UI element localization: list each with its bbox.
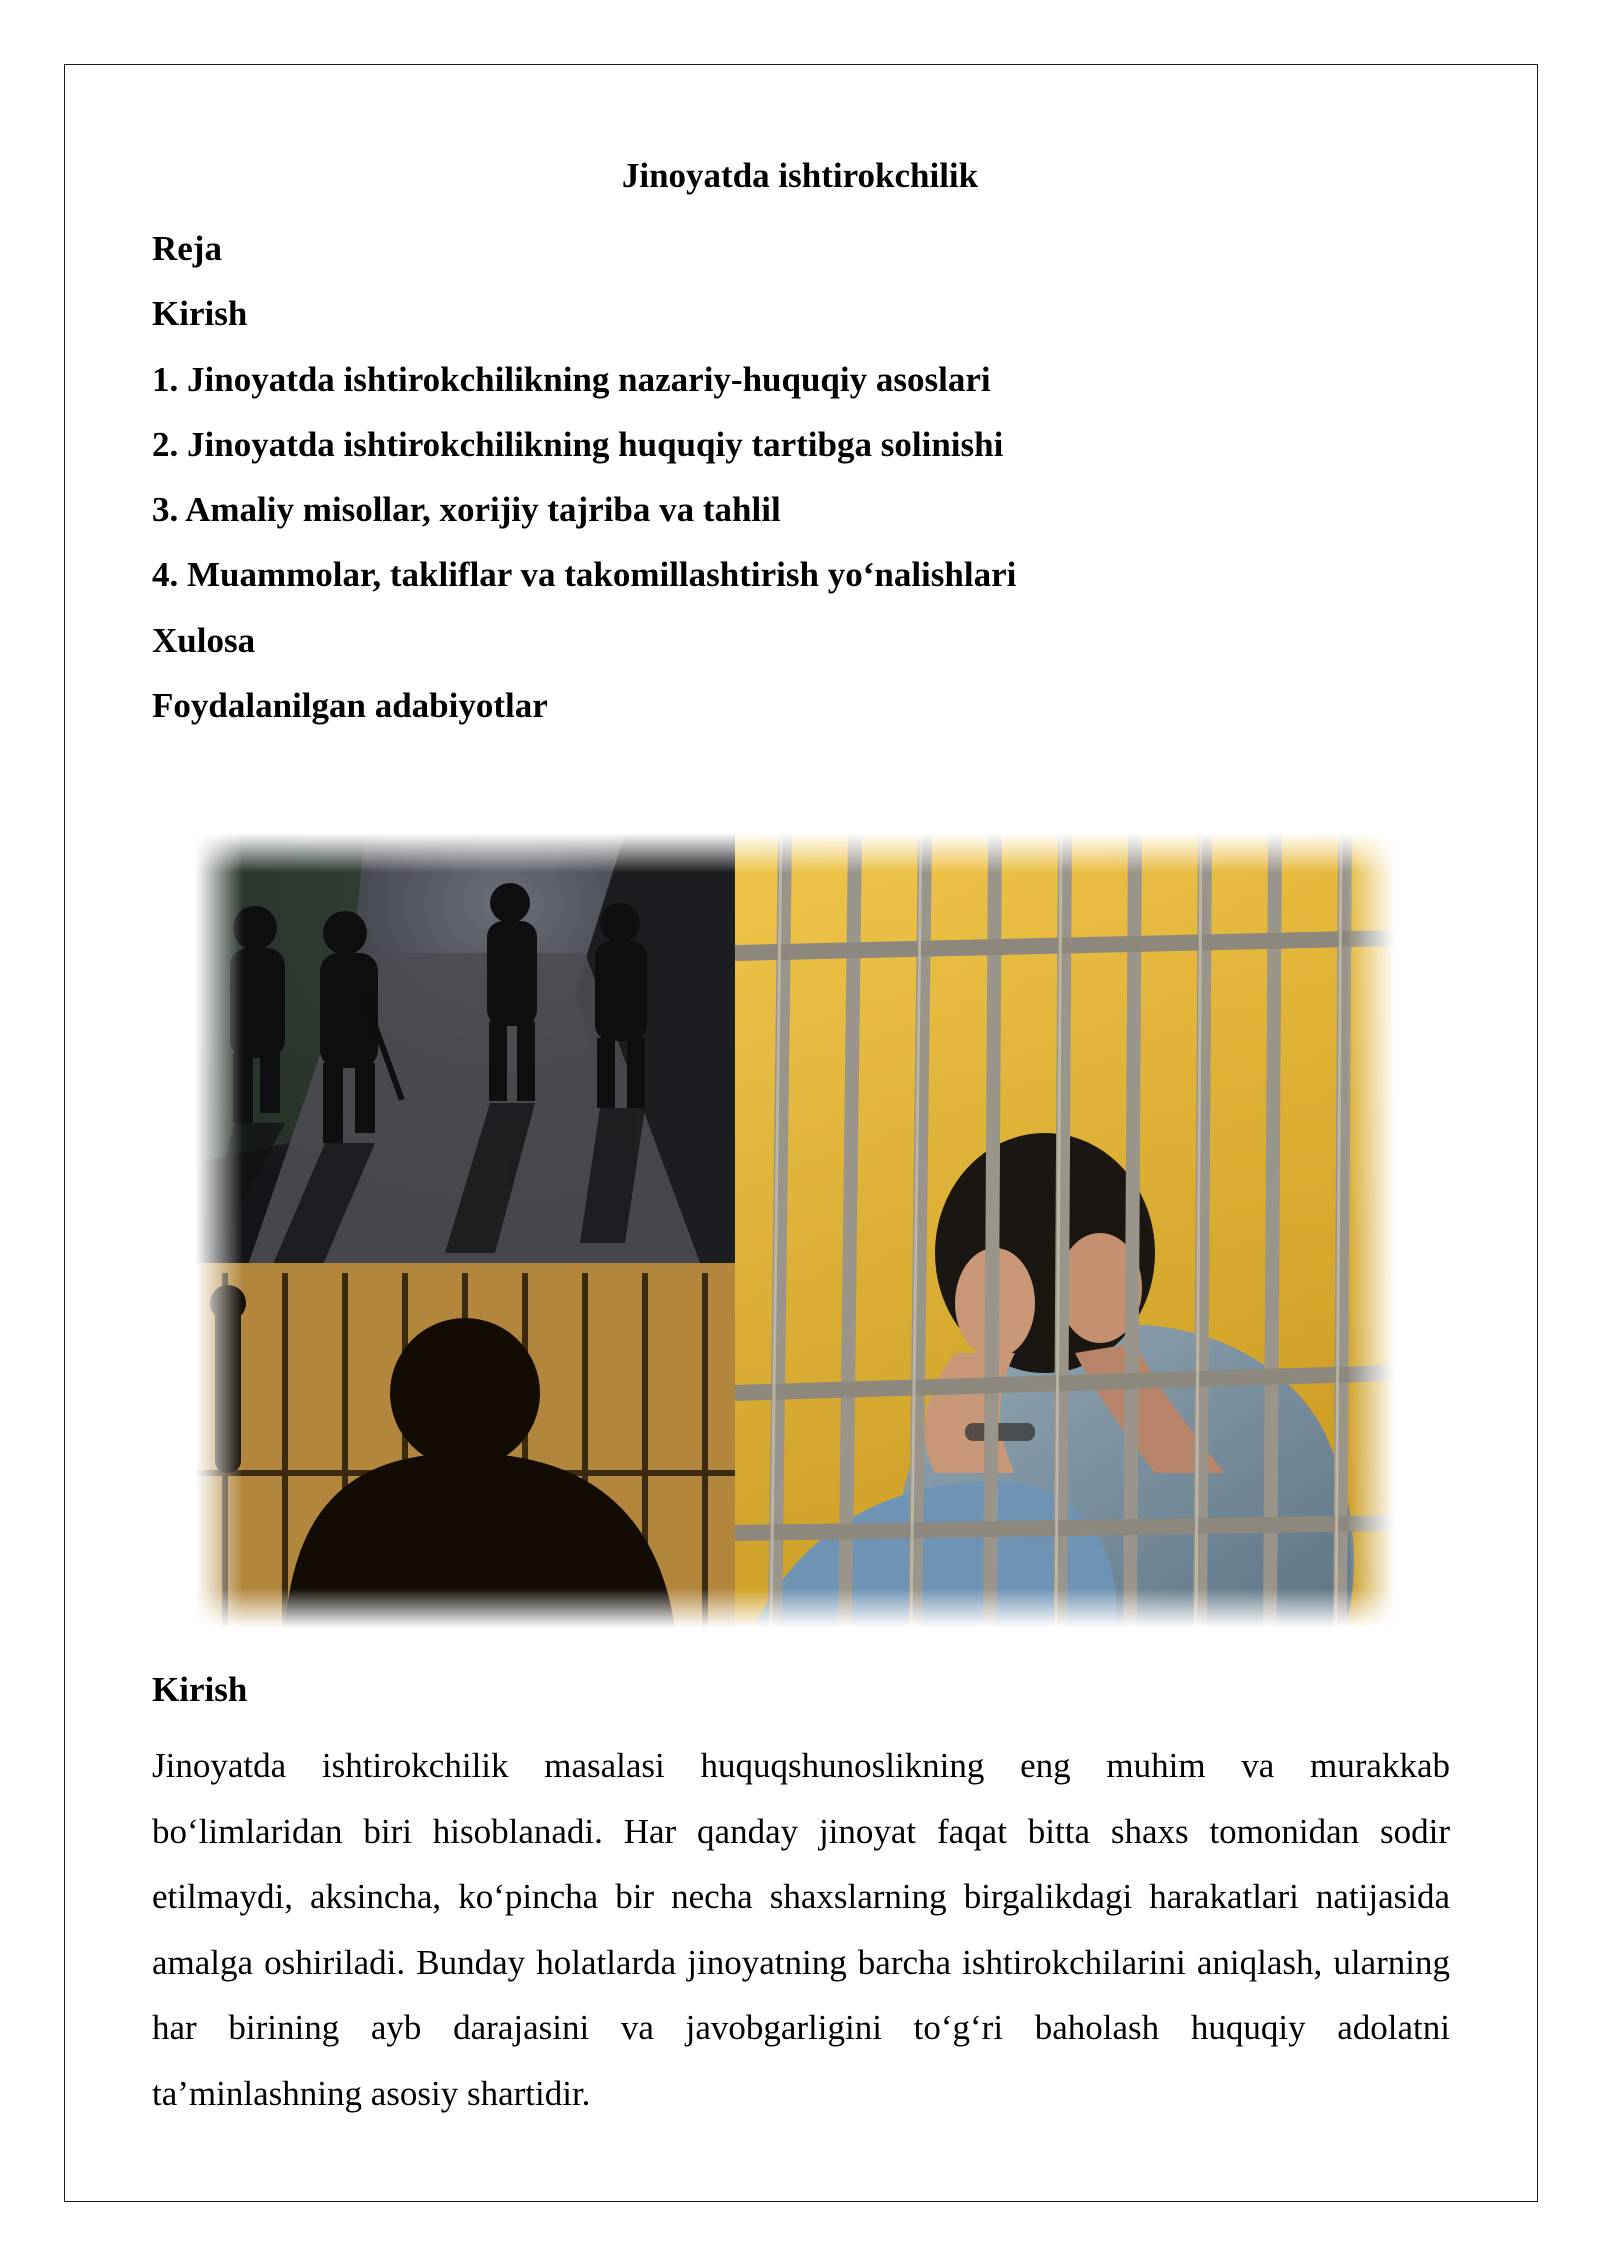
plan-item-1: 1. Jinoyatda ishtirokchilikning nazariy-huquqiy asoslari xyxy=(152,359,991,399)
section-paragraph: Jinoyatda ishtirokchilik masalasi huquqshunoslikning eng muhim va murakkab bo‘limlaridan biri hisoblanadi. Har qanday jinoyat faqat bitta shaxs tomonidan sodir etilmaydi, aksincha, ko‘pincha bir necha shaxslarning birgalikdagi harakatlari natijasida amalga oshiriladi. Bunday holatlarda jinoyatning barcha ishtirokchilarini aniqlash, ularning har birining ayb darajasini va javobgarligini to‘g‘ri baholash huquqiy adolatni ta’minlashning asosiy shartidir. xyxy=(152,1746,1450,2113)
plan-item-introduction: Kirish xyxy=(152,294,248,334)
plan-item-2: 2. Jinoyatda ishtirokchilikning huquqiy tartibga solinishi xyxy=(152,424,1004,464)
plan-item-3: 3. Amaliy misollar, xorijiy tajriba va tahlil xyxy=(152,490,781,530)
plan-list xyxy=(152,216,1452,738)
section-heading: Kirish xyxy=(152,1670,248,1709)
plan-item-references: Foydalanilgan adabiyotlar xyxy=(152,686,548,726)
plan-heading: Reja xyxy=(152,229,222,268)
document-title: Jinoyatda ishtirokchilik xyxy=(621,156,979,195)
plan-item-conclusion: Xulosa xyxy=(152,620,256,660)
plan-item-4: 4. Muammolar, takliflar va takomillashtirish yo‘nalishlari xyxy=(152,555,1017,595)
collage-image xyxy=(195,833,1395,1628)
